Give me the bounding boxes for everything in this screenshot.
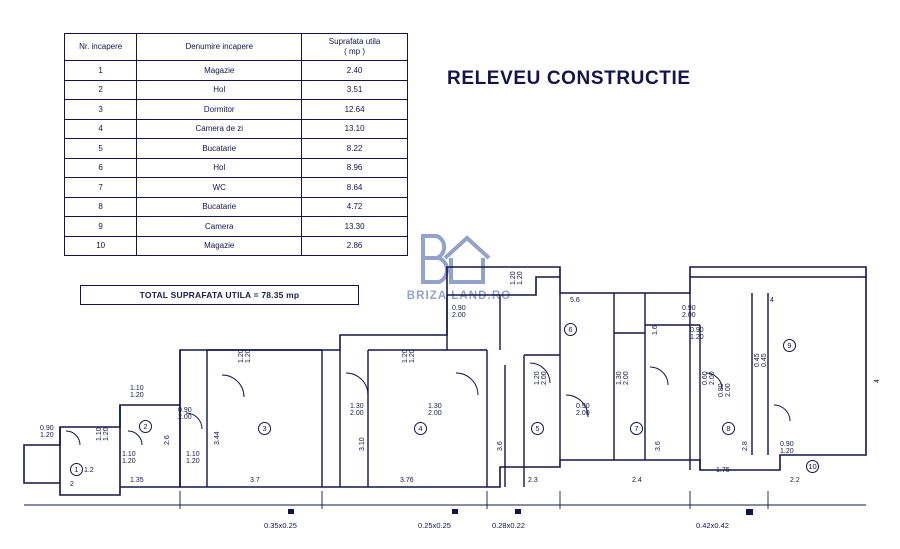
- table-row: [65, 139, 408, 159]
- cell-name: Magazie: [137, 236, 302, 256]
- door-label-i: 0.60 2.00: [702, 371, 717, 385]
- dim-h-1-75: 1.75: [716, 467, 730, 474]
- room-number-9: 9: [783, 339, 796, 352]
- room-number-6: 6: [564, 323, 577, 336]
- window-label-h: 1.20 1.20: [510, 271, 525, 285]
- door-label-f: 0.90 2.00: [682, 305, 696, 320]
- column-header-area-line1: Suprafata utila: [328, 37, 381, 46]
- cell-area: 2.86: [302, 236, 408, 256]
- door-label-g: 1.20 2.00: [534, 371, 549, 385]
- dim-h-5-6: 5.6: [570, 297, 580, 304]
- room-number-1: 1: [70, 463, 83, 476]
- cell-nr: 6: [65, 158, 137, 178]
- cell-name: WC: [137, 178, 302, 198]
- window-label-j: 0.45 0.45: [754, 353, 769, 367]
- window-label-e: 1.10 1.20: [96, 427, 111, 441]
- dim-h-2-3: 2.3: [528, 477, 538, 484]
- room-schedule-table: [64, 33, 408, 256]
- dim-v-1-6: 1.6: [652, 325, 659, 335]
- page-title: RELEVEU CONSTRUCTIE: [447, 68, 691, 89]
- cell-name: Magazie: [137, 61, 302, 81]
- window-label-b: 1.10 1.20: [122, 451, 136, 466]
- cell-nr: 4: [65, 119, 137, 139]
- pillar-dim-2: 0.25x0.25: [418, 521, 451, 530]
- cell-area: 2.40: [302, 61, 408, 81]
- door-label-a: 0.90 2.00: [452, 305, 466, 320]
- window-label-a: 1.10 1.20: [130, 385, 144, 400]
- dim-h-2-2: 2.2: [790, 477, 800, 484]
- room-number-5: 5: [531, 422, 544, 435]
- cell-name: Bucatarie: [137, 197, 302, 217]
- cell-name: Hol: [137, 158, 302, 178]
- table-row: [65, 80, 408, 100]
- table-row: [65, 100, 408, 120]
- table-row: [65, 197, 408, 217]
- floor-plan-geometry: [0, 255, 900, 549]
- cell-name: Bucatarie: [137, 139, 302, 159]
- table-row: [65, 119, 408, 139]
- table-row: [65, 61, 408, 81]
- pillar-dim-3: 0.28x0.22: [492, 521, 525, 530]
- room-number-8: 8: [722, 422, 735, 435]
- cell-area: 8.22: [302, 139, 408, 159]
- cell-area: 3.51: [302, 80, 408, 100]
- window-label-i: 0.90 1.20: [690, 327, 704, 342]
- table-row: [65, 236, 408, 256]
- watermark-text: BRIZA LAND.RO: [406, 290, 512, 302]
- dim-v-3-44: 3.44: [214, 431, 221, 445]
- room-number-7: 7: [630, 422, 643, 435]
- cell-name: Camera de zi: [137, 119, 302, 139]
- room-number-2: 2: [139, 420, 152, 433]
- cell-nr: 8: [65, 197, 137, 217]
- cell-area: 8.96: [302, 158, 408, 178]
- dim-h-2-4: 2.4: [632, 477, 642, 484]
- cell-area: 8.64: [302, 178, 408, 198]
- dim-h-2: 2: [70, 481, 74, 488]
- window-label-c: 1.10 1.20: [186, 451, 200, 466]
- dim-v-2-6: 2.6: [164, 435, 171, 445]
- dim-h-4: 4: [770, 297, 774, 304]
- cell-name: Dormitor: [137, 100, 302, 120]
- window-label-k: 0.90 1.20: [780, 441, 794, 456]
- cell-nr: 3: [65, 100, 137, 120]
- dim-h-3-76: 3.76: [400, 477, 414, 484]
- dim-v-4: 4: [874, 379, 881, 383]
- cell-area: 13.10: [302, 119, 408, 139]
- door-label-e: 0.90 2.00: [576, 403, 590, 418]
- cell-nr: 10: [65, 236, 137, 256]
- cell-name: Hol: [137, 80, 302, 100]
- cell-area: 12.64: [302, 100, 408, 120]
- cell-nr: 9: [65, 217, 137, 237]
- window-label-g: 1.20 1.20: [402, 349, 417, 363]
- pillar-dim-1: 0.35x0.25: [264, 521, 297, 530]
- cell-nr: 5: [65, 139, 137, 159]
- room-number-4: 4: [414, 422, 427, 435]
- door-label-h: 1.30 2.00: [616, 371, 631, 385]
- cell-area: 13.30: [302, 217, 408, 237]
- dim-v-3-10: 3.10: [359, 437, 366, 451]
- dim-v-3-6: 3.6: [497, 441, 504, 451]
- column-header-nr: Nr. incapere: [65, 34, 137, 61]
- door-label-j: 0.80 2.00: [718, 383, 733, 397]
- table-row: [65, 178, 408, 198]
- cell-area: 4.72: [302, 197, 408, 217]
- dim-v-3-6-b: 3.6: [655, 441, 662, 451]
- cell-nr: 1: [65, 61, 137, 81]
- pillar-dim-4: 0.42x0.42: [696, 521, 729, 530]
- table-row: [65, 217, 408, 237]
- window-label-f: 1.20 1.20: [238, 349, 253, 363]
- dim-h-3-7: 3.7: [250, 477, 260, 484]
- window-label-d: 0.90 1.20: [40, 425, 54, 440]
- room-number-3: 3: [258, 422, 271, 435]
- column-header-name: Denumire incapere: [137, 34, 302, 61]
- floor-plan: [0, 255, 900, 549]
- door-label-b: 0.90 2.00: [178, 407, 192, 422]
- dim-h-1-2: 1.2: [84, 467, 94, 474]
- cell-name: Camera: [137, 217, 302, 237]
- column-header-area-line2: ( mp ): [344, 47, 366, 56]
- door-label-d: 1.30 2.00: [428, 403, 442, 418]
- room-number-10: 10: [806, 460, 819, 473]
- column-header-area: [302, 34, 408, 61]
- cell-nr: 7: [65, 178, 137, 198]
- dim-v-2-8: 2.8: [742, 441, 749, 451]
- door-label-c: 1.30 2.00: [350, 403, 364, 418]
- table-row: [65, 158, 408, 178]
- table-header-row: [65, 34, 408, 61]
- cell-nr: 2: [65, 80, 137, 100]
- dim-h-1-35: 1.35: [130, 477, 144, 484]
- total-area-box: TOTAL SUPRAFATA UTILA = 78.35 mp: [80, 285, 359, 305]
